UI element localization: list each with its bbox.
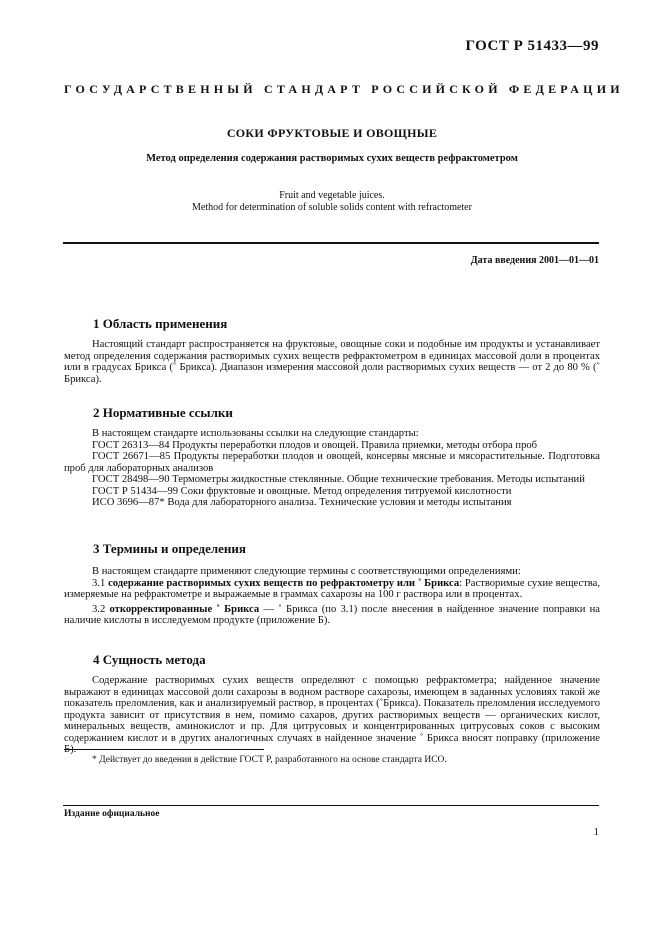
term-number: 3.2 [92,603,110,615]
term-name: содержание растворимых сухих веществ по рефрактометру или ˚ Брикса [108,577,460,589]
section-4-body [64,675,600,756]
section-3-body [64,566,600,627]
document-title: СОКИ ФРУКТОВЫЕ И ОВОЩНЫЕ [226,126,438,140]
introduction-date: Дата введения 2001—01—01 [470,255,599,266]
reference-item: ИСО 3696—87* Вода для лабораторного анализа. Технические условия и методы испытания [92,497,512,508]
footnote-divider [64,749,264,750]
footnote: * Действует до введения в действие ГОСТ Р, разработанного на основе стандарта ИСО. [92,755,447,765]
english-title [64,190,600,214]
title-divider [63,242,599,244]
reference-item: ГОСТ Р 51434—99 Соки фруктовые и овощные. Метод определения титруемой кислотности [92,485,512,497]
section-2-heading: 2 Нормативные ссылки [93,405,233,420]
reference-item: ГОСТ 28498—90 Термометры жидкостные стеклянные. Общие технические требования. Методы испытаний [92,474,585,485]
page-number: 1 [593,826,599,838]
section-1-heading: 1 Область применения [93,316,228,331]
term-definition: — ˚ Брикса (по 3.1) после внесения в найденное значение поправки на наличие кислоты в исследуемом продукте (приложение Б). [64,603,600,626]
official-edition-label: Издание официальное [64,809,160,819]
term-number: 3.1 [92,577,109,589]
section-4-paragraph: Содержание растворимых сухих веществ определяют с помощью рефрактометра; найденное значение выражают в единицах массовой доли сахарозы в водном растворе сахарозы, имеющем в заданных условиях такой же показатель преломления, как и анализируемый раствор, в процентах (˚Брикса). Показатель преломления исследуемого продукта зависит от присутствия в нем, помимо сахаров, других растворимых веществ — органических кислот, минеральных веществ, аминокислот и пр. Для цитрусовых и концентрированных цитрусовых соков с высоким содержанием кислот и в других аналогичных случаях в найденное значение ˚ Брикса вносят поправку (приложение [64,675,600,744]
term-name: откорректированные ˚ Брикса [109,603,260,615]
state-standard-header: ГОСУДАРСТВЕННЫЙ СТАНДАРТ РОССИЙСКОЙ ФЕДЕРАЦИИ [64,82,624,96]
section-1-body [64,339,600,385]
reference-item: ГОСТ 26313—84 Продукты переработки плодов и овощей. Правила приемки, методы отбора проб [92,439,538,451]
reference-item: ГОСТ 26671—85 Продукты переработки плодов и овощей, консервы мясные и мясорастительные. Подготовка проб для лабораторных анализов [64,451,600,474]
footer-divider [63,805,599,806]
document-subtitle: Метод определения содержания растворимых сухих веществ рефрактометром [146,153,518,164]
section-2-intro: В настоящем стандарте использованы ссылки на следующие стандарты: [92,428,419,439]
section-2-body [64,428,600,509]
english-title-line1: Fruit and vegetable juices. [279,190,385,201]
term-3-2 [64,604,600,627]
section-3-heading: 3 Термины и определения [93,541,246,556]
section-4-heading: 4 Сущность метода [93,652,206,667]
term-definition: : Растворимые сухие вещества, измеряемые на рефрактометре и выражаемые в граммах сахарозы на 100 г раствора или в процентах. [64,577,600,600]
term-3-1 [64,578,600,601]
document-id: ГОСТ Р 51433—99 [465,38,599,54]
section-3-intro: В настоящем стандарте применяют следующие термины с соответствующими определениями: [92,566,521,577]
english-title-line2: Method for determination of soluble solids content with refractometer [192,202,472,213]
section-1-paragraph: Настоящий стандарт распространяется на фруктовые, овощные соки и подобные им продукты и устанавливает метод определения содержания растворимых сухих веществ рефрактометром в единицах массовой доли в процентах или в градусах Брикса (˚ Брикса). Диапазон измерения массовой доли растворимых сухих веществ — от 2 до 80 % (˚ Брикса). [64,339,600,385]
